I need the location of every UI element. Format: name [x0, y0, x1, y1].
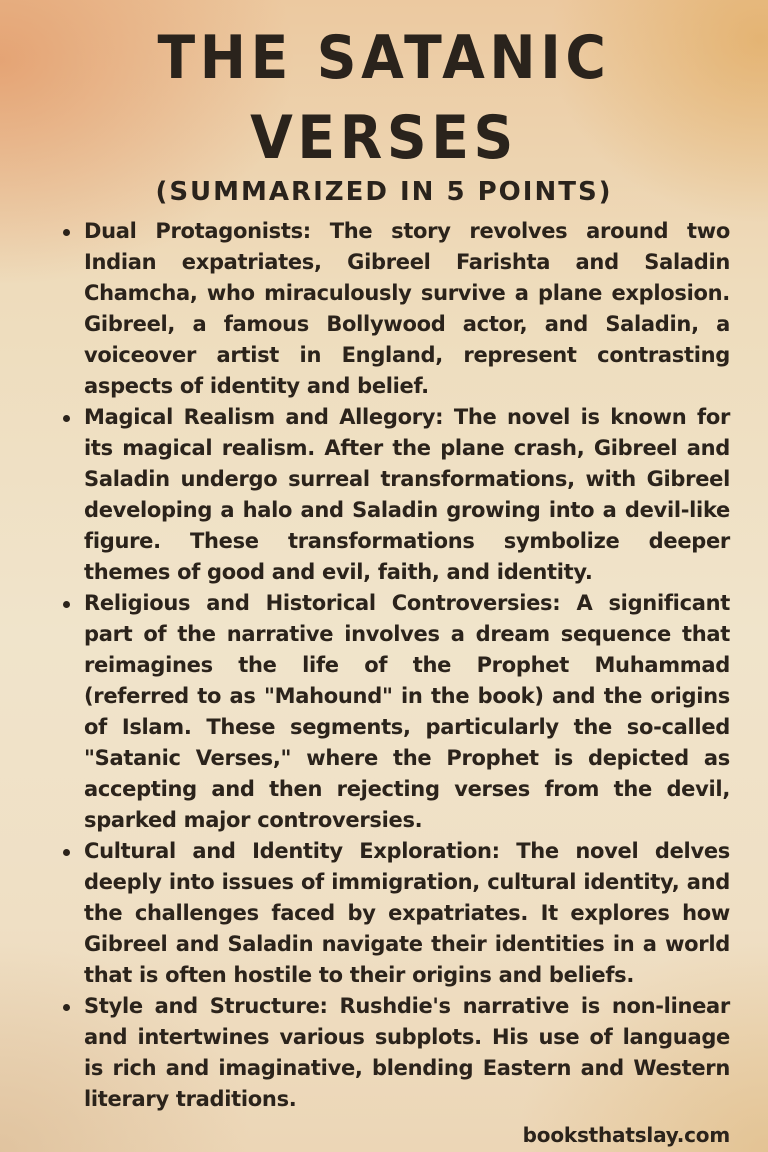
point-label: Dual Protagonists: [84, 219, 311, 243]
website-credit: booksthatslay.com [522, 1123, 730, 1147]
point-text: The story revolves around two Indian expatriates, Gibreel Farishta and Saladin Chamcha, who miraculously survive a plane explosion. Gibreel, a famous Bollywood actor, and Saladin, a voiceover artist in England, represent contrasting aspects of identity and belief. [84, 219, 731, 398]
title-line-2: VERSES [250, 103, 518, 173]
bullet-icon [63, 601, 70, 608]
point-text: A significant part of the narrative involves a dream sequence that reimagines the life of the Prophet Muhammad (referred to as "Mahound" in the book) and the origins of Islam. These segments, particularly the so-called "Satanic Verses," where the Prophet is depicted as accepting and then rejecting verses from the devil, sparked major controversies. [84, 591, 730, 832]
summary-point-1 [84, 216, 730, 402]
point-label: Cultural and Identity Exploration: [84, 839, 500, 863]
bullet-icon [63, 1004, 70, 1011]
point-text: The novel delves deeply into issues of immigration, cultural identity, and the challenges faced by expatriates. It explores how Gibreel and Saladin navigate their identities in a world that is often hostile to their origins and beliefs. [84, 839, 730, 987]
bullet-icon [63, 849, 70, 856]
point-label: Magical Realism and Allegory: [84, 405, 444, 429]
page-title [31, 18, 738, 178]
summary-point-2 [84, 402, 730, 588]
summary-point-3 [84, 588, 730, 836]
title-line-1: THE SATANIC [157, 23, 611, 93]
summary-point-5 [84, 991, 730, 1115]
point-text: The novel is known for its magical realism. After the plane crash, Gibreel and Saladin undergo surreal transformations, with Gibreel developing a halo and Saladin growing into a devil-like figure. These transformations symbolize deeper themes of good and evil, faith, and identity. [84, 405, 731, 584]
point-label: Style and Structure: [84, 994, 328, 1018]
bullet-icon [63, 415, 70, 422]
subtitle: (SUMMARIZED IN 5 POINTS) [155, 177, 613, 207]
point-label: Religious and Historical Controversies: [84, 591, 561, 615]
point-text: Rushdie's narrative is non-linear and intertwines various subplots. His use of language is rich and imaginative, blending Eastern and Western literary traditions. [84, 994, 730, 1111]
summary-point-4 [84, 836, 730, 991]
bullet-icon [63, 229, 70, 236]
summary-points-list [84, 216, 730, 1115]
